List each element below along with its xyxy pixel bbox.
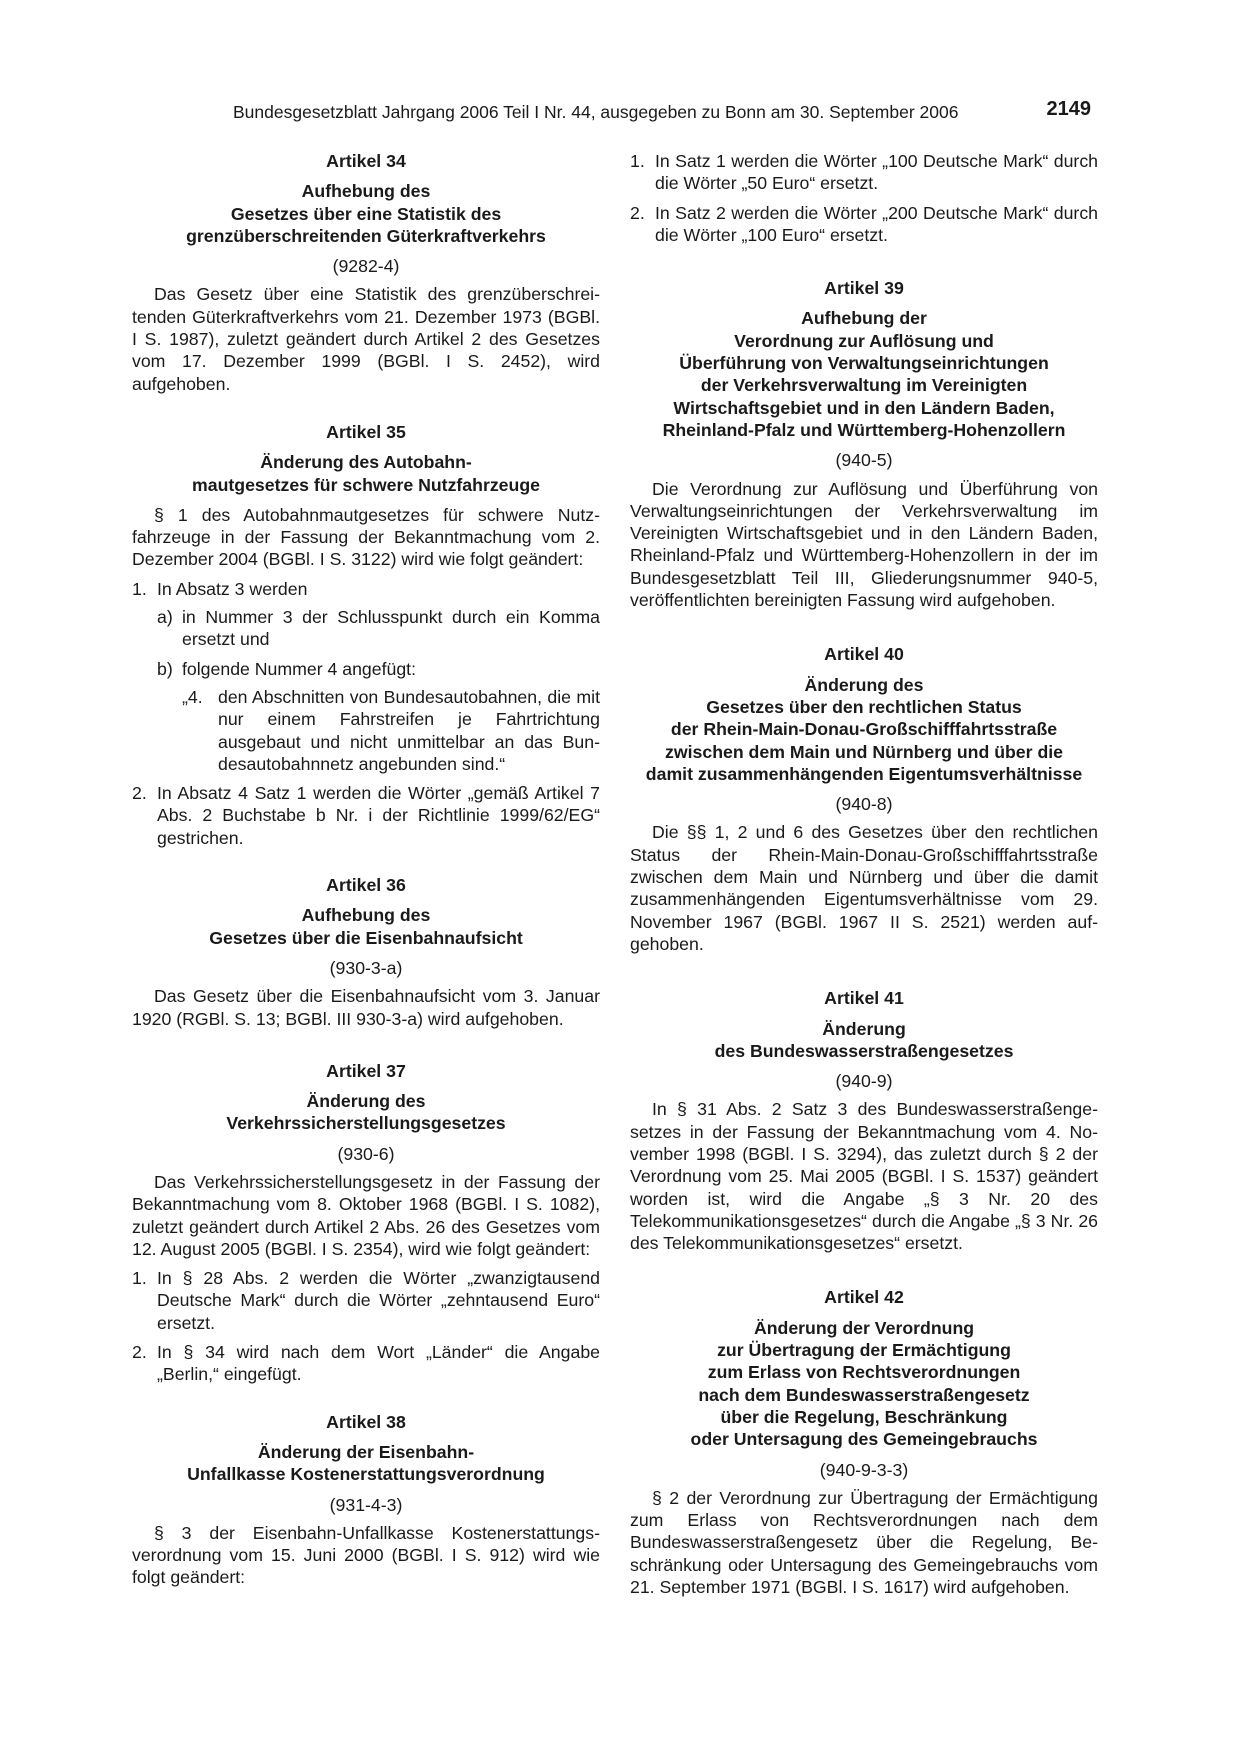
list-item-text: In Absatz 4 Satz 1 werden die Wörter „gemäß Artikel 7 Abs. 2 Buchstabe b Nr. i der Richtlinie 1999/62/EG“ gestrichen. (157, 783, 600, 848)
article-35 (132, 421, 600, 849)
title-line: oder Untersagung des Gemeingebrauchs (690, 1429, 1038, 1450)
title-line: Aufhebung des (301, 905, 431, 926)
title-line: Änderung der Eisenbahn- (257, 1441, 475, 1462)
list-marker: b) (157, 658, 173, 679)
page-header (233, 98, 1091, 127)
article-title (630, 307, 1098, 441)
article-number: Artikel 38 (326, 1411, 406, 1432)
article-code: (940-5) (835, 450, 893, 471)
amendment-list (132, 1267, 600, 1385)
title-line: Überführung von Verwaltungseinrichtungen (679, 353, 1049, 374)
article-38 (132, 1411, 600, 1589)
list-item-text: In Absatz 3 werden (157, 578, 308, 599)
title-line: Änderung des (306, 1091, 426, 1112)
article-text: § 2 der Verordnung zur Übertragung der Ermächtigung zum Erlass von Rechtsverordnungen nach dem Bundeswasserstraßengesetz über die Regelung, Beschränkung oder Untersagung des Gemeingebrauchs vom 21. September 1971 (BGBl. I S. 1617) wird aufgehoben. (630, 1487, 1098, 1598)
list-item (630, 202, 1098, 247)
article-title (132, 451, 600, 496)
title-line: Änderung (822, 1018, 906, 1039)
list-item-text: In Satz 2 werden die Wörter „200 Deutsche Mark“ durch die Wörter „100 Euro“ ersetzt. (655, 202, 1098, 245)
title-line: Gesetzes über den rechtlichen Status (706, 696, 1022, 717)
list-item-text: In § 34 wird nach dem Wort „Länder“ die Angabe „Berlin,“ eingefügt. (157, 1342, 600, 1385)
quote-text: den Abschnitten von Bundesautobahnen, die mit nur einem Fahrstreifen je Fahrtrichtung ausgebaut und nicht unmittelbar an das Bundesautobahnnetz angebunden sind.“ (218, 686, 600, 774)
article-number: Artikel 34 (326, 151, 406, 171)
list-marker: 1. (132, 578, 147, 599)
article-text: Die Verordnung zur Auflösung und Überführung von Verwaltungseinrichtungen der Verkehrsverwaltung im Vereinigten Wirtschaftsgebiet und in den Ländern Baden, Rheinland-Pfalz und Württemberg-Hohenzollern in der im Bundesgesetzblatt Teil III, Gliederungsnummer 940-5, veröffentlichten bereinigten Fassung wird aufgehoben. (630, 478, 1098, 611)
article-intro: Das Verkehrssicherstellungsgesetz in der Fassung der Bekanntmachung vom 8. Oktober 1968 (BGBl. I S. 1082), zuletzt geändert durch Artikel 2 Abs. 26 des Gesetzes vom 12. August 2005 (BGBl. I S. 2354), wird wie folgt geändert: (132, 1171, 600, 1259)
title-line: mautgesetzes für schwere Nutzfahrzeuge (192, 474, 540, 495)
article-37 (132, 1060, 600, 1386)
amendment-list (132, 578, 600, 849)
article-title (132, 904, 600, 949)
article-text: Das Gesetz über eine Statistik des grenzüberschreitenden Güterkraftverkehrs vom 21. Dezember 1973 (BGBl. I S. 1987), zuletzt geändert durch Artikel 2 des Gesetzes vom 17. Dezember 1999 (BGBl. I S. 2452), wird aufgehoben. (132, 284, 600, 394)
article-code: (930-3-a) (329, 957, 403, 978)
title-line: zur Übertragung der Ermächtigung (717, 1340, 1011, 1361)
title-line: Rheinland-Pfalz und Württemberg-Hohenzollern (662, 419, 1066, 440)
title-line: Änderung des Autobahn- (260, 452, 472, 473)
title-line: Änderung des (804, 674, 924, 695)
article-title (630, 1317, 1098, 1451)
article-42 (630, 1286, 1098, 1598)
sub-list-item (157, 658, 600, 775)
title-line: zwischen dem Main und Nürnberg und über die (665, 741, 1063, 762)
page-number: 2149 (1046, 98, 1091, 120)
sub-list (157, 606, 600, 775)
list-marker: 1. (630, 151, 645, 171)
sub-item-text: folgende Nummer 4 angefügt: (182, 658, 417, 679)
inserted-text (182, 686, 600, 775)
title-line: Verordnung zur Auflösung und (734, 330, 994, 351)
article-number: Artikel 41 (824, 988, 904, 1009)
title-line: Aufhebung der (801, 308, 927, 329)
sub-list-item (157, 606, 600, 651)
list-marker: „4. (182, 686, 203, 707)
article-title (630, 1018, 1098, 1063)
header-title: Bundesgesetzblatt Jahrgang 2006 Teil I Nr. 44, ausgegeben zu Bonn am 30. September 2006 (233, 102, 959, 122)
article-34 (132, 150, 600, 395)
sub-item-text: in Nummer 3 der Schlusspunkt durch ein Komma ersetzt und (182, 607, 600, 650)
article-title (132, 1441, 600, 1486)
article-39 (630, 277, 1098, 611)
article-number: Artikel 37 (326, 1060, 406, 1081)
title-line: der Rhein-Main-Donau-Großschifffahrtsstraße (670, 719, 1058, 740)
article-number: Artikel 39 (824, 278, 904, 299)
title-line: Gesetzes über eine Statistik des (230, 203, 502, 224)
article-code: (931-4-3) (329, 1494, 403, 1515)
article-text: In § 31 Abs. 2 Satz 3 des Bundeswasserstraßengesetzes in der Fassung der Bekanntmachung vom 4. November 1998 (BGBl. I S. 3294), das zuletzt durch § 2 der Verordnung vom 25. Mai 2005 (BGBl. I S. 1537) geändert worden ist, wird die Angabe „§ 3 Nr. 20 des Telekommunikationsgesetzes“ durch die Angabe „§ 3 Nr. 26 des Telekommunikationsgesetzes“ ersetzt. (630, 1099, 1098, 1254)
list-item-text: In § 28 Abs. 2 werden die Wörter „zwanzigtausend Deutsche Mark“ durch die Wörter „zehntausend Euro“ ersetzt. (157, 1268, 600, 1333)
article-code: (930-6) (337, 1143, 395, 1164)
list-marker: a) (157, 607, 173, 628)
title-line: über die Regelung, Beschränkung (720, 1406, 1008, 1427)
article-number: Artikel 35 (326, 421, 406, 442)
article-code: (940-9) (835, 1071, 893, 1092)
title-line: damit zusammenhängenden Eigentumsverhältnisse (645, 763, 1083, 784)
title-line: Wirtschaftsgebiet und in den Ländern Baden, (673, 397, 1055, 418)
list-marker: 2. (132, 1342, 147, 1363)
article-intro: § 1 des Autobahnmautgesetzes für schwere Nutzfahrzeuge in der Fassung der Bekanntmachung vom 2. Dezember 2004 (BGBl. I S. 3122) wird wie folgt geändert: (132, 504, 600, 570)
article-title (630, 674, 1098, 785)
list-item (630, 150, 1098, 195)
article-40 (630, 643, 1098, 955)
title-line: Gesetzes über die Eisenbahnaufsicht (209, 927, 523, 948)
title-line: zum Erlass von Rechtsverordnungen (707, 1362, 1021, 1383)
amendment-list (630, 150, 1098, 246)
article-number: Artikel 36 (326, 875, 406, 896)
list-marker: 2. (630, 202, 645, 223)
list-item (132, 782, 600, 849)
article-title (132, 180, 600, 247)
list-marker: 1. (132, 1268, 147, 1289)
title-line: nach dem Bundeswasserstraßengesetz (698, 1384, 1030, 1405)
right-column (630, 150, 1098, 1598)
title-line: des Bundeswasserstraßengesetzes (714, 1040, 1014, 1061)
left-column (132, 150, 600, 1589)
list-item-text: In Satz 1 werden die Wörter „100 Deutsche Mark“ durch die Wörter „50 Euro“ ersetzt. (655, 151, 1098, 194)
title-line: Änderung der Verordnung (753, 1317, 975, 1338)
article-number: Artikel 42 (824, 1287, 904, 1308)
title-line: Aufhebung des (301, 181, 431, 202)
title-line: Unfallkasse Kostenerstattungsverordnung (187, 1464, 545, 1485)
article-36 (132, 874, 600, 1030)
list-item (132, 1341, 600, 1386)
title-line: der Verkehrsverwaltung im Vereinigten (700, 375, 1028, 396)
article-number: Artikel 40 (824, 644, 904, 665)
title-line: Verkehrssicherstellungsgesetzes (226, 1113, 506, 1134)
list-marker: 2. (132, 783, 147, 804)
list-item (132, 1267, 600, 1334)
article-text: Das Gesetz über die Eisenbahnaufsicht vom 3. Januar 1920 (RGBl. S. 13; BGBl. III 930-3-a) wird aufgehoben. (132, 986, 600, 1029)
article-code: (9282-4) (332, 256, 400, 277)
title-line: grenzüberschreitenden Güterkraftverkehrs (186, 225, 546, 246)
list-item (132, 578, 600, 775)
article-text: Die §§ 1, 2 und 6 des Gesetzes über den rechtlichen Status der Rhein-Main-Donau-Großschifffahrtsstraße zwischen dem Main und Nürnberg und über die damit zusammenhängenden Eigentumsverhältnisse vom 29. November 1967 (BGBl. 1967 II S. 2521) werden aufgehoben. (630, 822, 1098, 954)
article-title (132, 1090, 600, 1135)
article-code: (940-8) (835, 794, 893, 815)
article-code: (940-9-3-3) (819, 1459, 909, 1480)
article-intro: § 3 der Eisenbahn-Unfallkasse Kostenerstattungsverordnung vom 15. Juni 2000 (BGBl. I S. 912) wird wie folgt geändert: (132, 1522, 600, 1588)
article-41 (630, 987, 1098, 1254)
